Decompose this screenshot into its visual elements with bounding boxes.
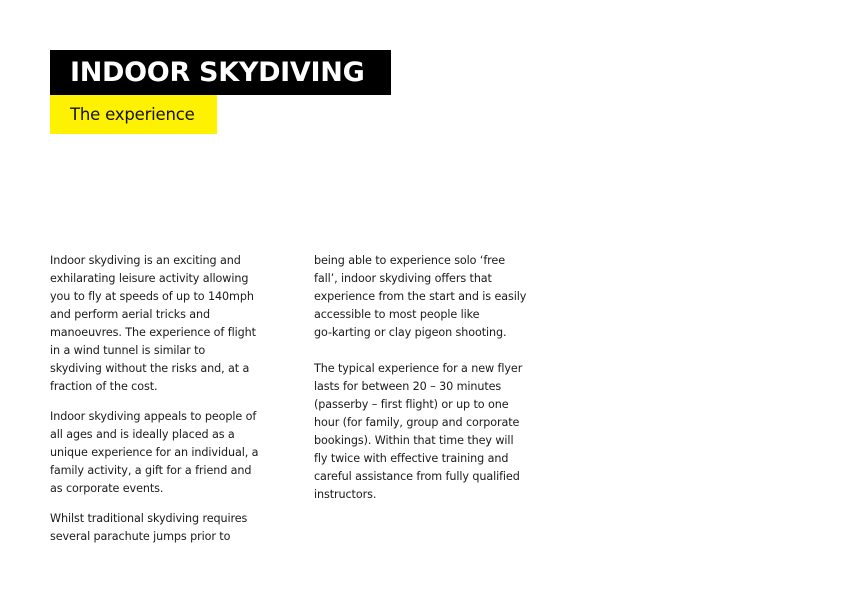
paragraph-typical-experience <box>314 360 539 504</box>
text-line: Whilst traditional skydiving requires <box>50 512 248 525</box>
text-line: The typical experience for a new flyer <box>314 362 523 375</box>
text-line: lasts for between 20 – 30 minutes <box>314 380 502 393</box>
text-line: Indoor skydiving appeals to people of <box>50 410 257 423</box>
text-line: go-karting or clay pigeon shooting. <box>314 326 507 339</box>
text-line: and perform aerial tricks and <box>50 308 211 321</box>
text-line: manoeuvres. The experience of flight <box>50 326 256 339</box>
text-line: all ages and is ideally placed as a <box>50 428 235 441</box>
text-line: several parachute jumps prior to <box>50 530 231 543</box>
text-line: fall’, indoor skydiving offers that <box>314 272 492 285</box>
body-column-left <box>50 252 270 558</box>
text-line: instructors. <box>314 488 377 501</box>
text-line: unique experience for an individual, a <box>50 446 259 459</box>
body-column-right <box>314 252 539 516</box>
page-title: INDOOR SKYDIVING <box>70 57 365 88</box>
text-line: fly twice with effective training and <box>314 452 509 465</box>
text-line: in a wind tunnel is similar to <box>50 344 206 357</box>
text-line: fraction of the cost. <box>50 380 158 393</box>
paragraph-intro <box>50 252 270 396</box>
text-line: you to fly at speeds of up to 140mph <box>50 290 254 303</box>
text-line: Indoor skydiving is an exciting and <box>50 254 241 267</box>
text-line: (passerby – first flight) or up to one <box>314 398 509 411</box>
text-line: accessible to most people like <box>314 308 480 321</box>
text-line: bookings). Within that time they will <box>314 434 514 447</box>
text-line: experience from the start and is easily <box>314 290 527 303</box>
text-line: as corporate events. <box>50 482 164 495</box>
text-line: being able to experience solo ‘free <box>314 254 505 267</box>
text-line: careful assistance from fully qualified <box>314 470 520 483</box>
paragraph-traditional <box>50 510 270 546</box>
text-line: family activity, a gift for a friend and <box>50 464 252 477</box>
text-line: skydiving without the risks and, at a <box>50 362 250 375</box>
text-line: exhilarating leisure activity allowing <box>50 272 249 285</box>
page-subtitle: The experience <box>70 105 195 124</box>
paragraph-appeal <box>50 408 270 498</box>
title-banner <box>50 50 391 95</box>
text-line: hour (for family, group and corporate <box>314 416 520 429</box>
subtitle-banner <box>50 95 217 134</box>
paragraph-traditional-continued <box>314 252 539 342</box>
